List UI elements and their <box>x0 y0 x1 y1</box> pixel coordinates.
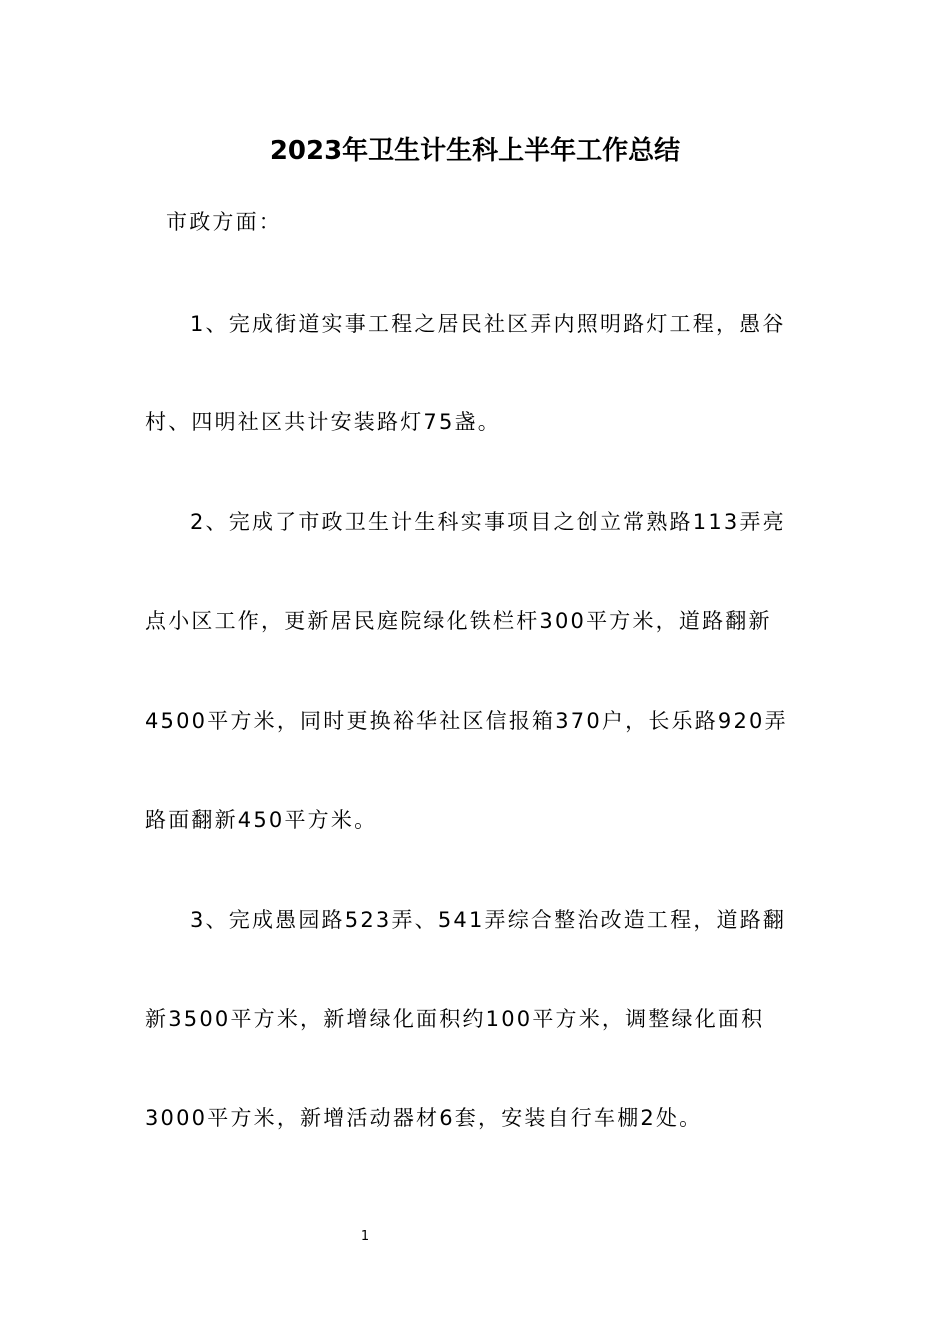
document-title: 2023年卫生计生科上半年工作总结 <box>269 136 681 166</box>
page-number: 1 <box>360 1229 370 1244</box>
paragraph-line: 新3500平方米，新增绿化面积约100平方米，调整绿化面积 <box>145 1007 765 1031</box>
section-heading: 市政方面： <box>166 210 282 234</box>
paragraph-line: 4500平方米，同时更换裕华社区信报箱370户，长乐路920弄 <box>145 709 788 733</box>
paragraph-line: 村、四明社区共计安装路灯75盏。 <box>145 410 501 434</box>
paragraph-line: 3000平方米，新增活动器材6套，安装自行车棚2处。 <box>145 1106 703 1130</box>
paragraph-line: 1、完成街道实事工程之居民社区弄内照明路灯工程，愚谷 <box>190 312 786 336</box>
paragraph-line: 路面翻新450平方米。 <box>145 808 378 832</box>
paragraph-line: 2、完成了市政卫生计生科实事项目之创立常熟路113弄亮 <box>190 510 786 534</box>
paragraph-line: 点小区工作，更新居民庭院绿化铁栏杆300平方米，道路翻新 <box>145 609 772 633</box>
paragraph-line: 3、完成愚园路523弄、541弄综合整治改造工程，道路翻 <box>190 908 787 932</box>
